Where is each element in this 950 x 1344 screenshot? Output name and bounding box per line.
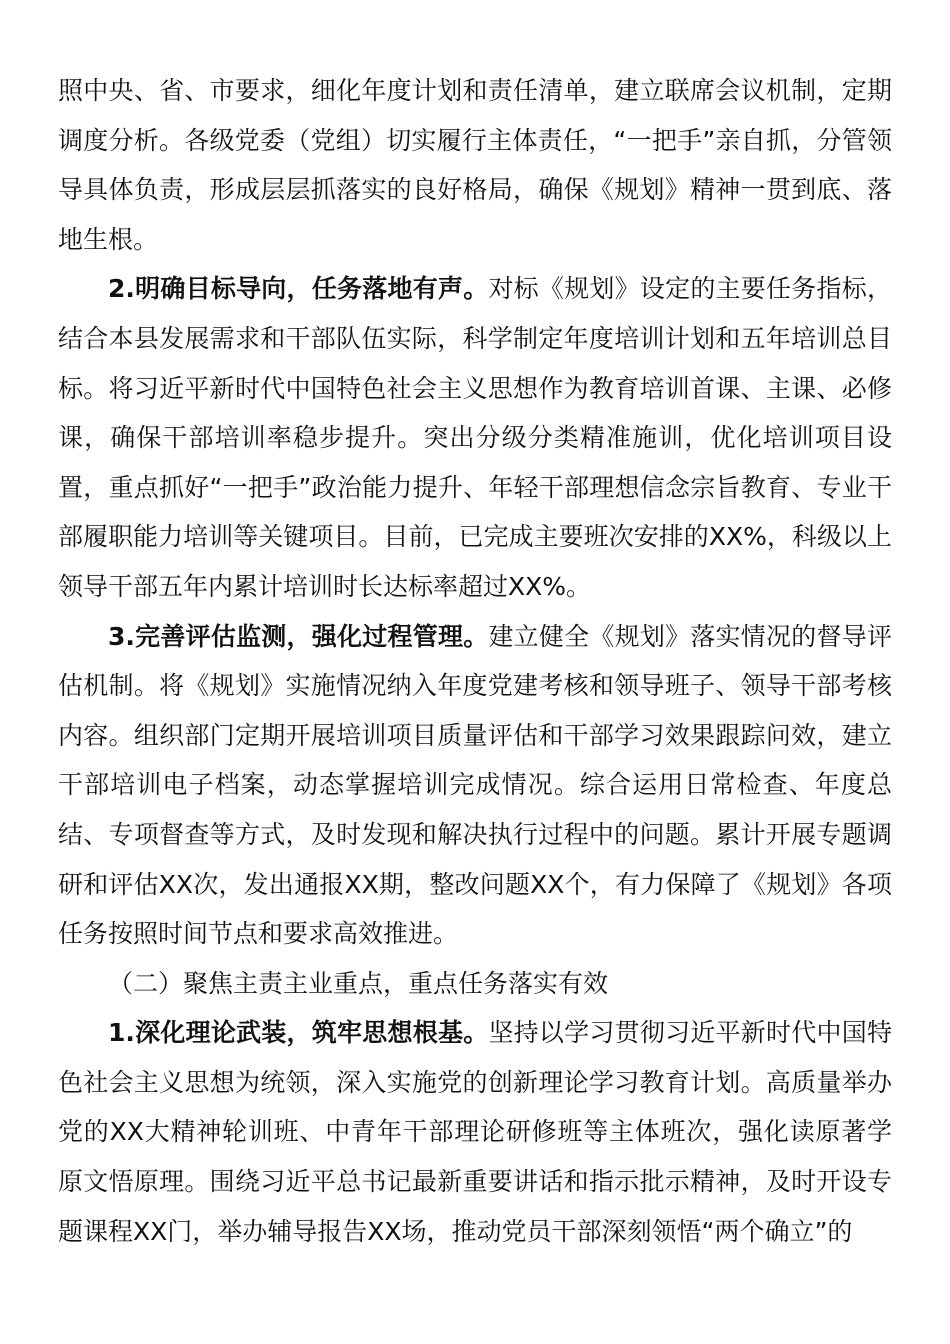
paragraph-goal-orientation bbox=[58, 264, 892, 611]
paragraph-theory-armament bbox=[58, 1008, 892, 1256]
paragraph-text: 照中央、省、市要求，细化年度计划和责任清单，建立联席会议机制，定期调度分析。各级党委（党组）切实履行主体责任，“一把手”亲自抓，分管领导具体负责，形成层层抓落实的良好格局，确保《规划》精神一贯到底、落地生根。 bbox=[58, 76, 892, 254]
paragraph-text: 建立健全《规划》落实情况的督导评估机制。将《规划》实施情况纳入年度党建考核和领导班子、领导干部考核内容。组织部门定期开展培训项目质量评估和干部学习效果跟踪问效，建立干部培训电子档案，动态掌握培训完成情况。综合运用日常检查、年度总结、专项督查等方式，及时发现和解决执行过程中的问题。累计开展专题调研和评估XX次，发出通报XX期，整改问题XX个，有力保障了《规划》各项任务按照时间节点和要求高效推进。 bbox=[58, 621, 892, 949]
paragraph-continuation bbox=[58, 66, 892, 264]
paragraph-evaluation-monitoring bbox=[58, 612, 892, 959]
paragraph-lead: 2.明确目标导向，任务落地有声。 bbox=[108, 274, 489, 304]
paragraph-lead: 3.完善评估监测，强化过程管理。 bbox=[108, 621, 489, 651]
paragraph-text: 坚持以学习贯彻习近平新时代中国特色社会主义思想为统领，深入实施党的创新理论学习教育计划。高质量举办党的XX大精神轮训班、中青年干部理论研修班等主体班次，强化读原著学原文悟原理。围绕习近平总书记最新重要讲话和指示批示精神，及时开设专题课程XX门，举办辅导报告XX场，推动党员干部深刻领悟“两个确立”的 bbox=[58, 1018, 892, 1246]
paragraph-lead: 1.深化理论武装，筑牢思想根基。 bbox=[108, 1018, 489, 1048]
section-heading: （二）聚焦主责主业重点，重点任务落实有效 bbox=[108, 968, 609, 998]
paragraph-text: 对标《规划》设定的主要任务指标，结合本县发展需求和干部队伍实际，科学制定年度培训计划和五年培训总目标。将习近平新时代中国特色社会主义思想作为教育培训首课、主课、必修课，确保干部培训率稳步提升。突出分级分类精准施训，优化培训项目设置，重点抓好“一把手”政治能力提升、年轻干部理想信念宗旨教育、专业干部履职能力培训等关键项目。目前，已完成主要班次安排的XX%，科级以上领导干部五年内累计培训时长达标率超过XX%。 bbox=[58, 274, 892, 601]
